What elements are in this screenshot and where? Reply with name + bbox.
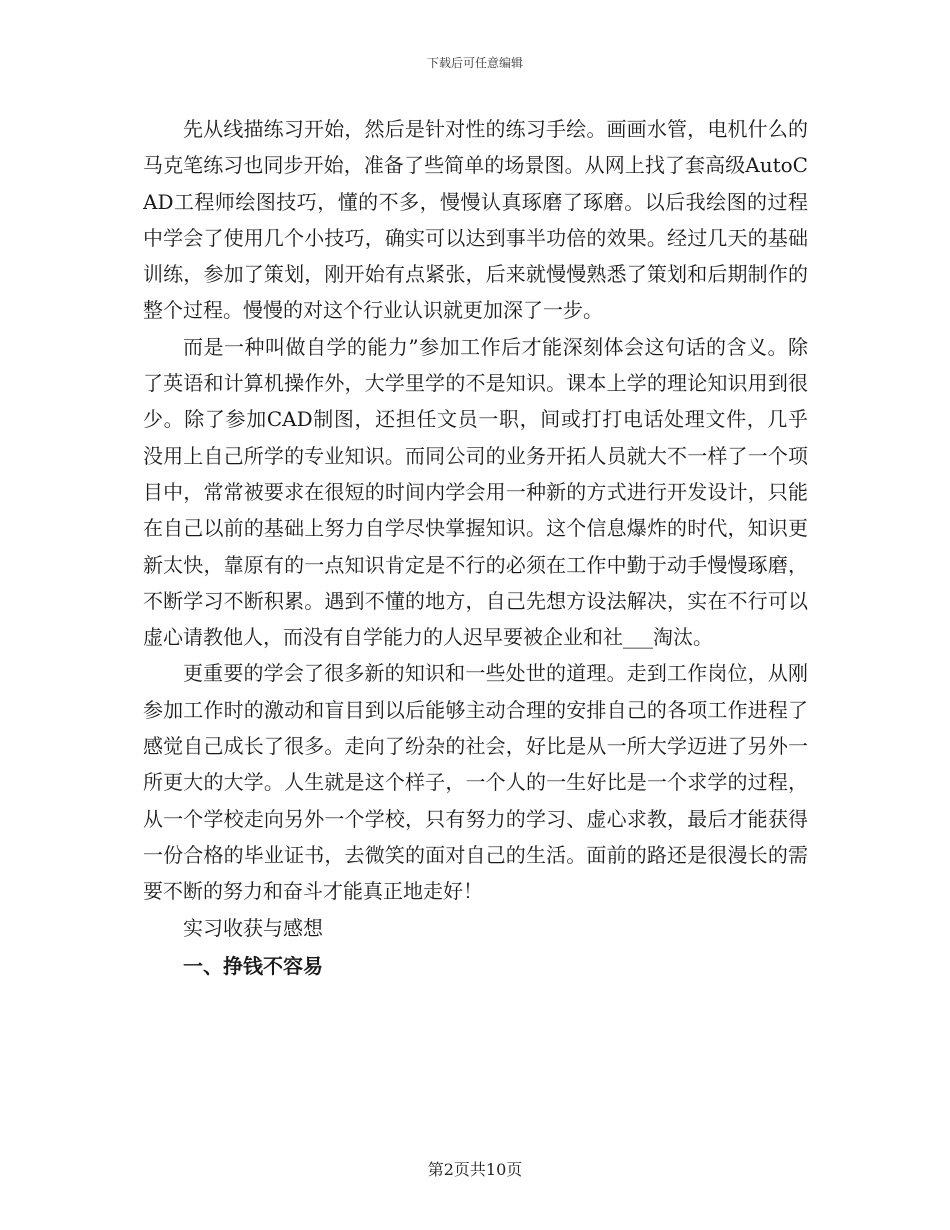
paragraph-2: 而是一种叫做自学的能力”参加工作后才能深刻体会这句话的含义。除了英语和计算机操作外，大学里学的不是知识。课本上学的理论知识用到很少。除了参加CAD制图，还担任文员一职，间或打打电话处理文件，几乎没用上自己所学的专业知识。而同公司的业务开拓人员就大不一样了一个项目中，常常被要求在很短的时间内学会用一种新的方式进行开发设计，只能在自己以前的基础上努力自学尽快掌握知识。这个信息爆炸的时代，知识更新太快，靠原有的一点知识肯定是不行的必须在工作中勤于动手慢慢琢磨，不断学习不断积累。遇到不懂的地方，自己先想方设法解决，实在不行可以虚心请教他人，而没有自学能力的人迟早要被企业和社___淘汰。 [143,334,808,650]
page-header: 下载后可任意编辑 [426,56,523,70]
document-body [143,111,808,986]
section-heading: 一、挣钱不容易 [183,953,323,978]
paragraph-3: 更重要的学会了很多新的知识和一些处世的道理。走到工作岗位，从刚参加工作时的激动和盲目到以后能够主动合理的安排自己的各项工作进程了感觉自己成长了很多。走向了纷杂的社会，好比是从一所大学迈进了另外一所更大的大学。人生就是这个样子，一个人的一生好比是一个求学的过程，从一个学校走向另外一个学校，只有努力的学习、虚心求教，最后才能获得一份合格的毕业证书，去微笑的面对自己的生活。面前的路还是很漫长的需要不断的努力和奋斗才能真正地走好！ [143,661,808,904]
section-subtitle: 实习收获与感想 [183,915,323,940]
page-footer: 第2页共10页 [427,1160,523,1179]
paragraph-1: 先从线描练习开始，然后是针对性的练习手绘。画画水管，电机什么的马克笔练习也同步开始，准备了些简单的场景图。从网上找了套高级AutoCAD工程师绘图技巧，懂的不多，慢慢认真琢磨了琢磨。以后我绘图的过程中学会了使用几个小技巧，确实可以达到事半功倍的效果。经过几天的基础训练，参加了策划，刚开始有点紧张，后来就慢慢熟悉了策划和后期制作的整个过程。慢慢的对这个行业认识就更加深了一步。 [143,117,808,323]
